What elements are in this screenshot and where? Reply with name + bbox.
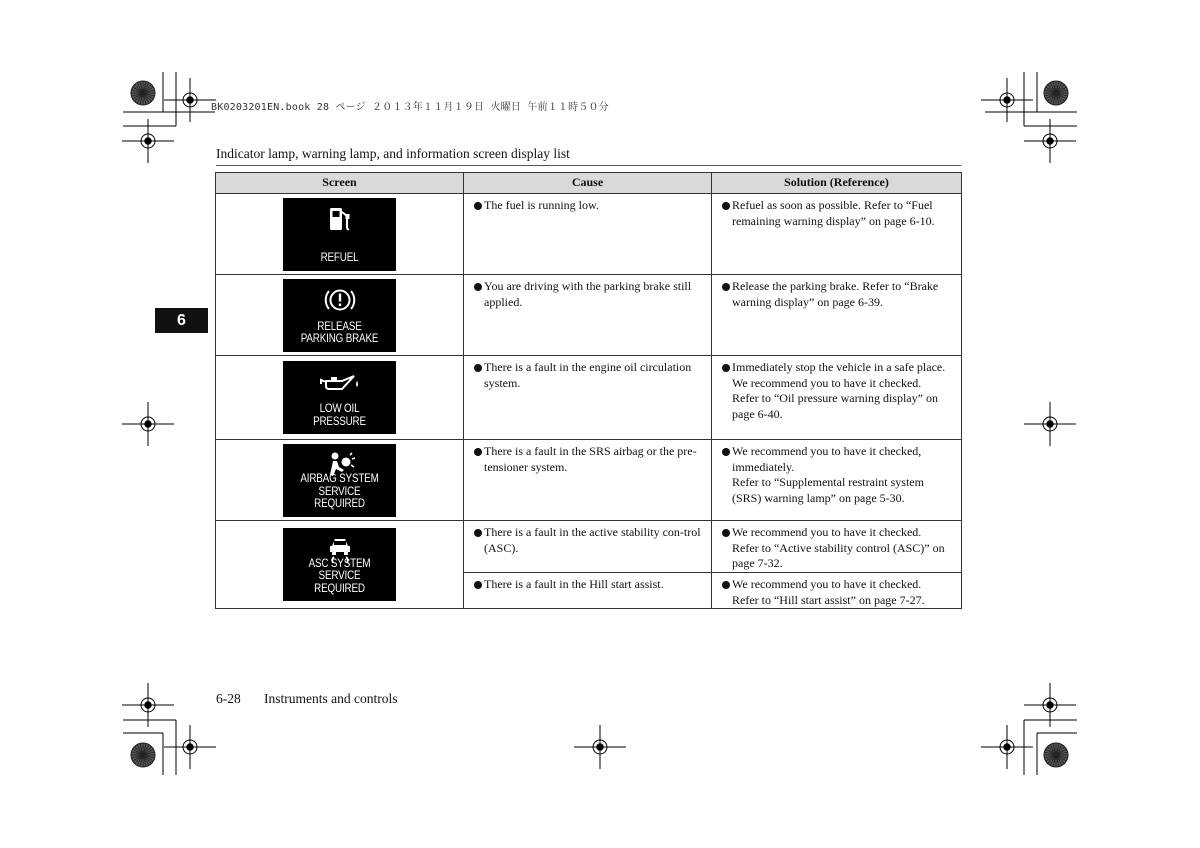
cause-item: There is a fault in the SRS airbag or the pre-tensioner system. — [474, 444, 705, 475]
solution-reference: Refer to “Oil pressure warning display” on page 6-40. — [732, 391, 938, 421]
column-header: Solution (Reference) — [712, 173, 962, 194]
display-message-line: REFUEL — [320, 250, 359, 264]
cause-item: There is a fault in the Hill start assist. — [474, 577, 705, 593]
column-header: Cause — [464, 173, 712, 194]
solution-item: We recommend you to have it checked. — [722, 525, 955, 541]
solution-item: We recommend you to have it checked. — [722, 577, 955, 593]
registration-target — [1024, 402, 1076, 446]
solution-reference: Refer to “Hill start assist” on page 7-27. — [732, 592, 925, 607]
print-slug: BK0203201EN.book 28 ページ ２０１３年１１月１９日 火曜日 午前１１時５０分 — [211, 102, 609, 113]
registration-target — [981, 78, 1033, 122]
solution-item: Immediately stop the vehicle in a safe place. We recommend you to have it checked. — [722, 360, 955, 391]
display-message-line: LOW OIL PRESSURE — [313, 401, 366, 428]
display-message-line: PARKING BRAKE — [300, 331, 379, 345]
solution-reference: Refer to “Supplemental restraint system (SRS) warning lamp” on page 5-30. — [732, 475, 924, 505]
display-message-line: RELEASE — [317, 318, 362, 333]
cause-item: There is a fault in the active stability con-trol (ASC). — [474, 525, 705, 556]
color-bar-disc — [1044, 743, 1068, 767]
solution-item: We recommend you to have it checked, immediately. — [722, 444, 955, 475]
display-message-line: AIRBAG SYSTEM — [300, 471, 379, 485]
solution-reference: Refer to “Active stability control (ASC)” on page 7-32. — [732, 540, 945, 571]
color-bar-disc — [131, 81, 155, 105]
display-message-line: SERVICE REQUIRED — [314, 568, 365, 595]
color-bar-disc — [131, 743, 155, 767]
display-message-line: ASC SYSTEM — [308, 555, 371, 570]
registration-target — [981, 725, 1033, 769]
cause-item: There is a fault in the engine oil circulation system. — [474, 360, 705, 391]
color-bar-disc — [1044, 81, 1068, 105]
column-header: Screen — [216, 173, 464, 194]
display-message-line: SERVICE REQUIRED — [314, 483, 365, 510]
page-header: Indicator lamp, warning lamp, and information screen display list — [216, 146, 570, 161]
registration-target — [164, 725, 216, 769]
section-title: Instruments and controls — [264, 691, 398, 706]
cause-item: You are driving with the parking brake still applied. — [474, 279, 705, 310]
page-number: 6-28 — [216, 691, 241, 706]
registration-target — [122, 402, 174, 446]
registration-target — [164, 78, 216, 122]
solution-item: Refuel as soon as possible. Refer to “Fuel remaining warning display” on page 6-10. — [722, 198, 955, 229]
cause-item: The fuel is running low. — [474, 198, 705, 214]
registration-target — [574, 725, 626, 769]
solution-item: Release the parking brake. Refer to “Brake warning display” on page 6-39. — [722, 279, 955, 310]
chapter-tab: 6 — [155, 308, 208, 333]
